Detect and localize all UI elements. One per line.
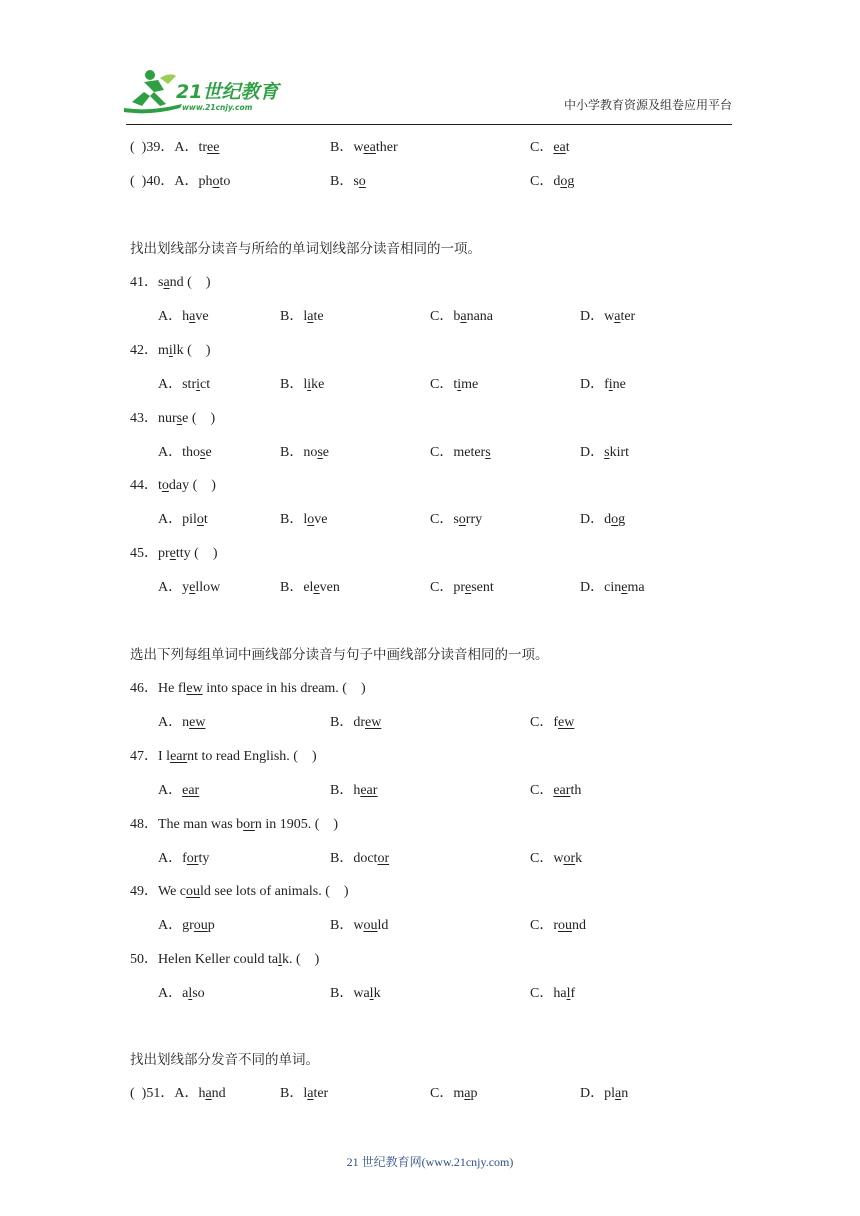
answer-option: C．work xyxy=(530,850,583,866)
answer-option: B．late xyxy=(280,309,324,324)
answer-option: D．cinema xyxy=(580,580,645,595)
answer-option: B．eleven xyxy=(280,580,340,595)
platform-name: 中小学教育资源及组卷应用平台 xyxy=(563,98,732,112)
answer-option: C．half xyxy=(530,986,576,1001)
question-stem: 47．I learnt to read English. ( ) xyxy=(130,748,317,764)
option-40-c: C．dog xyxy=(530,174,575,189)
answer-option: B．hear xyxy=(330,782,378,798)
answer-option: D．skirt xyxy=(580,444,630,460)
answer-option: B．nose xyxy=(280,444,330,460)
answer-option: A．strict xyxy=(158,376,211,392)
answer-option: A．forty xyxy=(158,850,210,866)
question-stem: 45．pretty ( ) xyxy=(130,546,218,561)
question-stem: 41．sand ( ) xyxy=(130,275,211,290)
answer-option: B．like xyxy=(280,376,325,392)
answer-option: C．round xyxy=(530,918,586,934)
answer-option: A．ear xyxy=(158,782,200,798)
answer-option: A．also xyxy=(158,986,205,1001)
option-51-b: B．later xyxy=(280,1086,329,1101)
question-51: ( )51．A．hand xyxy=(130,1086,226,1101)
question-stem: 50．Helen Keller could talk. ( ) xyxy=(130,952,320,967)
answer-option: C．banana xyxy=(430,309,493,324)
option-51-d: D．plan xyxy=(580,1086,629,1101)
answer-option: C．sorry xyxy=(430,512,483,528)
option-40-b: B．so xyxy=(330,174,366,189)
answer-option: B．would xyxy=(330,918,389,934)
answer-option: B．walk xyxy=(330,986,381,1001)
answer-option: B．doctor xyxy=(330,850,390,866)
option-39-c: C．eat xyxy=(530,140,570,155)
answer-option: B．love xyxy=(280,512,328,528)
header-divider xyxy=(126,124,732,125)
answer-option: C．present xyxy=(430,580,494,595)
answer-option: A．yellow xyxy=(158,580,221,595)
runner-icon xyxy=(124,70,182,113)
answer-option: C．meters xyxy=(430,444,491,460)
answer-option: C．earth xyxy=(530,782,582,798)
section-d-instruction: 找出划线部分发音不同的单词。 xyxy=(130,1052,319,1068)
answer-option: A．pilot xyxy=(158,512,208,528)
question-stem: 42．milk ( ) xyxy=(130,342,211,358)
question-40: ( )40．A．photo xyxy=(130,174,231,189)
question-stem: 49．We could see lots of animals. ( ) xyxy=(130,884,349,900)
answer-option: A．new xyxy=(158,715,206,730)
answer-option: B．drew xyxy=(330,715,382,730)
section-b-instruction: 找出划线部分读音与所给的单词划线部分读音相同的一项。 xyxy=(130,241,481,257)
question-stem: 44．today ( ) xyxy=(130,478,216,494)
answer-option: D．fine xyxy=(580,376,626,392)
answer-option: D．dog xyxy=(580,512,626,528)
site-logo xyxy=(120,66,300,116)
logo-url: www.21cnjy.com xyxy=(182,103,253,112)
answer-option: A．have xyxy=(158,309,209,324)
question-stem: 43．nurse ( ) xyxy=(130,410,216,426)
question-39: ( )39．A．tree xyxy=(130,140,220,155)
question-stem: 46．He flew into space in his dream. ( ) xyxy=(130,681,366,696)
logo-text: 21世纪教育 xyxy=(176,81,279,103)
answer-option: C．few xyxy=(530,715,575,730)
page-footer: 21 世纪教育网(www.21cnjy.com) xyxy=(346,1155,514,1169)
option-51-c: C．map xyxy=(430,1086,478,1101)
option-39-b: B．weather xyxy=(330,140,398,155)
answer-option: A．group xyxy=(158,918,215,934)
answer-option: C．time xyxy=(430,376,479,392)
section-c-instruction: 选出下列每组单词中画线部分读音与句子中画线部分读音相同的一项。 xyxy=(130,647,549,663)
answer-option: A．those xyxy=(158,444,212,460)
question-stem: 48．The man was born in 1905. ( ) xyxy=(130,816,339,832)
answer-option: D．water xyxy=(580,309,636,324)
